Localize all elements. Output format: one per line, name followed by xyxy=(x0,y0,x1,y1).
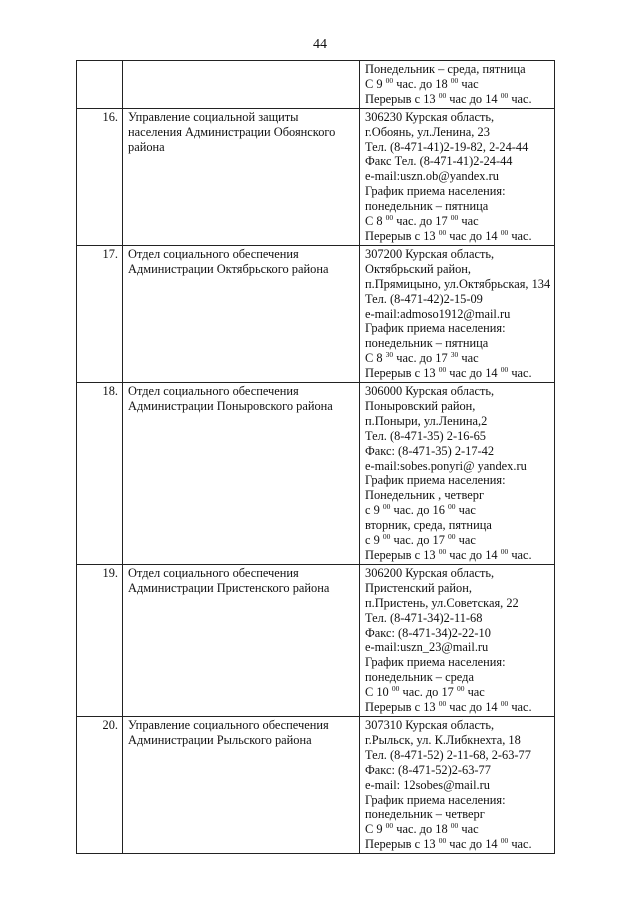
contact-info-line xyxy=(365,414,550,429)
contact-info-text: Факс: (8-471-34)2-22-10 xyxy=(365,625,491,640)
contact-info-text: Тел. (8-471-41)2-19-82, 2-24-44 xyxy=(365,139,529,154)
contact-info-line xyxy=(365,670,550,685)
time-minutes-superscript: 00 xyxy=(500,836,509,846)
contact-info-text: час xyxy=(458,76,479,91)
table-row xyxy=(77,245,555,382)
contact-info-text: с 9 xyxy=(365,533,383,548)
contact-info-line xyxy=(365,366,550,381)
contact-info-line xyxy=(365,655,550,670)
contact-info-line xyxy=(365,199,550,214)
time-minutes-superscript: 00 xyxy=(450,821,459,831)
contact-info-text: Перерыв с 13 xyxy=(365,837,439,852)
contact-info-line xyxy=(365,700,550,715)
contact-info-text: час до 14 xyxy=(446,366,501,381)
time-minutes-superscript: 00 xyxy=(500,365,509,375)
time-minutes-superscript: 00 xyxy=(385,75,394,85)
contact-info-text: час. xyxy=(508,91,532,106)
contact-info-line xyxy=(365,459,550,474)
contact-info-text: Поныровский район, xyxy=(365,398,476,413)
contact-info-text: понедельник – среда xyxy=(365,670,474,685)
organization-name-line: Администрации Поныровского района xyxy=(128,398,333,413)
contact-info-text: час до 14 xyxy=(446,837,501,852)
time-minutes-superscript: 00 xyxy=(450,213,459,223)
time-minutes-superscript: 30 xyxy=(385,350,394,360)
organization-name-line: Отдел социального обеспечения xyxy=(128,565,299,580)
table-row xyxy=(77,61,555,109)
contact-info-text: час. до 16 xyxy=(390,503,448,518)
organization-name-line: Отдел социального обеспечения xyxy=(128,246,299,261)
contact-info-line xyxy=(365,140,550,155)
organization-name-line: населения Администрации Обоянского xyxy=(128,124,336,139)
contact-info-line xyxy=(365,596,550,611)
contacts-table xyxy=(76,60,555,854)
contact-info-text: График приема населения: xyxy=(365,473,506,488)
contact-info-text: Перерыв с 13 xyxy=(365,548,439,562)
contact-info-text: Пристенский район, xyxy=(365,580,472,595)
contact-info-text: час. xyxy=(508,700,532,715)
contact-info-line xyxy=(365,748,550,763)
contact-info-line xyxy=(365,321,550,336)
contact-info-text: час. xyxy=(508,548,532,562)
contact-info-line xyxy=(365,733,550,748)
contact-info-line xyxy=(365,640,550,655)
contact-info-line xyxy=(365,214,550,229)
time-minutes-superscript: 00 xyxy=(438,227,447,237)
organization-name xyxy=(123,716,360,853)
contact-info-line xyxy=(365,626,550,641)
contact-info-text: С 8 xyxy=(365,214,386,229)
contact-info-line xyxy=(365,262,550,277)
contact-info-line xyxy=(365,444,550,459)
contact-info-text: С 10 xyxy=(365,685,392,700)
time-minutes-superscript: 00 xyxy=(438,699,447,709)
contact-info-text: e-mail:uszn_23@mail.ru xyxy=(365,640,489,655)
time-minutes-superscript: 00 xyxy=(500,699,509,709)
contact-info-text: Перерыв с 13 xyxy=(365,366,439,381)
contact-info-line xyxy=(365,837,550,852)
contact-info-line xyxy=(365,247,550,262)
contact-info-line xyxy=(365,154,550,169)
contact-info-text: Перерыв с 13 xyxy=(365,700,439,715)
time-minutes-superscript: 00 xyxy=(385,821,394,831)
time-minutes-superscript: 30 xyxy=(450,350,459,360)
organization-name xyxy=(123,564,360,716)
contact-info-text: час xyxy=(455,533,476,548)
contact-info-text: Тел. (8-471-35) 2-16-65 xyxy=(365,428,486,443)
time-minutes-superscript: 00 xyxy=(391,684,400,694)
contact-info-text: График приема населения: xyxy=(365,792,506,807)
contact-info-text: График приема населения: xyxy=(365,321,506,336)
contact-info-text: час xyxy=(464,685,485,700)
contact-info-text: час до 14 xyxy=(446,91,501,106)
contact-info-text: час. до 18 xyxy=(393,76,451,91)
contact-info-line xyxy=(365,685,550,700)
contact-info xyxy=(360,716,555,853)
contact-info-line xyxy=(365,336,550,351)
contact-info-text: час. xyxy=(508,837,532,852)
contact-info-line xyxy=(365,581,550,596)
time-minutes-superscript: 00 xyxy=(385,213,394,223)
contact-info-text: Тел. (8-471-34)2-11-68 xyxy=(365,610,483,625)
contact-info-text: График приема населения: xyxy=(365,655,506,670)
organization-name xyxy=(123,61,360,109)
organization-name xyxy=(123,383,360,565)
contact-info-text: час до 14 xyxy=(446,700,501,715)
contact-info-text: Понедельник – среда, пятница xyxy=(365,62,526,76)
contact-info-text: час. до 17 xyxy=(390,533,448,548)
contact-info xyxy=(360,383,555,565)
contact-info-text: час xyxy=(458,822,479,837)
row-number: 20. xyxy=(77,716,123,853)
contact-info-text: e-mail:sobes.ponyri@ yandex.ru xyxy=(365,458,527,473)
time-minutes-superscript: 00 xyxy=(448,502,456,512)
contact-info-line xyxy=(365,229,550,244)
contact-info-text: Перерыв с 13 xyxy=(365,228,439,243)
contact-info xyxy=(360,61,555,109)
contact-info-text: г.Обоянь, ул.Ленина, 23 xyxy=(365,124,490,139)
contact-info-line xyxy=(365,473,550,488)
contact-info-text: час. до 17 xyxy=(393,214,451,229)
contact-info-line xyxy=(365,429,550,444)
contact-info-line xyxy=(365,77,550,92)
contact-info-text: 306230 Курская область, xyxy=(365,109,495,124)
contact-info-line xyxy=(365,566,550,581)
contact-info xyxy=(360,108,555,245)
row-number: 19. xyxy=(77,564,123,716)
contact-info-line xyxy=(365,92,550,107)
contact-info-text: час. xyxy=(508,228,532,243)
time-minutes-superscript: 00 xyxy=(448,532,456,542)
contact-info-line xyxy=(365,778,550,793)
contact-info-text: С 9 xyxy=(365,822,386,837)
row-number: 17. xyxy=(77,245,123,382)
contact-info-text: Понедельник , четверг xyxy=(365,488,485,503)
time-minutes-superscript: 00 xyxy=(438,90,447,100)
contact-info-text: час. до 17 xyxy=(399,685,457,700)
organization-name-line: района xyxy=(128,139,165,154)
time-minutes-superscript: 00 xyxy=(450,75,459,85)
contact-info-text: График приема населения: xyxy=(365,184,506,199)
contact-info-line xyxy=(365,125,550,140)
contact-info-text: с 9 xyxy=(365,503,383,518)
contact-info-line xyxy=(365,307,550,322)
contact-info-line xyxy=(365,351,550,366)
contact-info-text: час xyxy=(458,351,479,366)
contact-info-text: вторник, среда, пятница xyxy=(365,518,492,533)
contact-info-text: п.Прямицыно, ул.Октябрьская, 134 xyxy=(365,276,551,291)
contact-info-text: e-mail: 12sobes@mail.ru xyxy=(365,777,490,792)
contact-info-text: 307310 Курская область, xyxy=(365,717,495,732)
contact-info xyxy=(360,564,555,716)
page-number: 44 xyxy=(313,37,327,52)
contact-info-line xyxy=(365,184,550,199)
contact-info-line xyxy=(365,793,550,808)
organization-name-line: Отдел социального обеспечения xyxy=(128,384,299,399)
time-minutes-superscript: 00 xyxy=(382,532,391,542)
contact-info-line xyxy=(365,548,550,563)
contact-info-text: понедельник – пятница xyxy=(365,336,489,351)
contact-info-text: e-mail:admoso1912@mail.ru xyxy=(365,306,511,321)
contact-info-text: Тел. (8-471-52) 2-11-68, 2-63-77 xyxy=(365,747,531,762)
time-minutes-superscript: 00 xyxy=(438,365,447,375)
contact-info-text: час до 14 xyxy=(446,548,501,562)
contact-info-text: Факс Тел. (8-471-41)2-24-44 xyxy=(365,154,513,169)
contact-info-text: п.Поныри, ул.Ленина,2 xyxy=(365,413,488,428)
contact-info-text: 306000 Курская область, xyxy=(365,384,495,399)
contact-info-text: час. до 17 xyxy=(393,351,451,366)
time-minutes-superscript: 00 xyxy=(382,502,391,512)
organization-name xyxy=(123,108,360,245)
contact-info-line xyxy=(365,62,550,77)
contact-info-text: Факс: (8-471-35) 2-17-42 xyxy=(365,443,495,458)
time-minutes-superscript: 00 xyxy=(500,227,509,237)
contact-info-text: час. до 18 xyxy=(393,822,451,837)
contact-info-line xyxy=(365,533,550,548)
contact-info-text: понедельник – пятница xyxy=(365,199,489,214)
contact-info-text: 306200 Курская область, xyxy=(365,565,495,580)
organization-name-line: Администрации Пристенского района xyxy=(128,580,330,595)
contact-info-text: e-mail:uszn.ob@yandex.ru xyxy=(365,169,499,184)
contact-info-line xyxy=(365,822,550,837)
organization-name-line: Управление социального обеспечения xyxy=(128,717,329,732)
table-row xyxy=(77,716,555,853)
row-number: 16. xyxy=(77,108,123,245)
contact-info-line xyxy=(365,399,550,414)
table-row xyxy=(77,108,555,245)
contact-info-text: п.Пристень, ул.Советская, 22 xyxy=(365,595,519,610)
contact-info-text: час до 14 xyxy=(446,228,501,243)
contact-info-text: Октябрьский район, xyxy=(365,261,472,276)
organization-name-line: Администрации Рыльского района xyxy=(128,732,312,747)
contacts-table-body xyxy=(77,61,555,854)
time-minutes-superscript: 00 xyxy=(456,684,465,694)
contact-info-line xyxy=(365,488,550,503)
time-minutes-superscript: 00 xyxy=(438,836,447,846)
contact-info-text: Факс: (8-471-52)2-63-77 xyxy=(365,762,491,777)
contact-info-text: Тел. (8-471-42)2-15-09 xyxy=(365,291,483,306)
contact-info-line xyxy=(365,384,550,399)
time-minutes-superscript: 00 xyxy=(500,90,509,100)
contact-info-text: час. xyxy=(508,366,532,381)
organization-name xyxy=(123,245,360,382)
contact-info-line xyxy=(365,169,550,184)
contact-info-line xyxy=(365,503,550,518)
contact-info-text: С 8 xyxy=(365,351,386,366)
contact-info-line xyxy=(365,611,550,626)
organization-name-line: Управление социальной защиты xyxy=(128,109,299,124)
contact-info-text: Перерыв с 13 xyxy=(365,91,439,106)
contact-info-text: 307200 Курская область, xyxy=(365,246,495,261)
contact-info-line xyxy=(365,518,550,533)
organization-name-line: Администрации Октябрьского района xyxy=(128,261,329,276)
table-row xyxy=(77,383,555,565)
contact-info-line xyxy=(365,110,550,125)
contact-info-line xyxy=(365,277,550,292)
contact-info-text: понедельник – четверг xyxy=(365,807,485,822)
row-number: 18. xyxy=(77,383,123,565)
contact-info-line xyxy=(365,718,550,733)
contact-info-line xyxy=(365,763,550,778)
row-number xyxy=(77,61,123,109)
time-minutes-superscript: 00 xyxy=(438,547,447,556)
contact-info-text: час xyxy=(458,214,479,229)
contact-info xyxy=(360,245,555,382)
table-row xyxy=(77,564,555,716)
time-minutes-superscript: 00 xyxy=(500,547,509,556)
contact-info-text: час xyxy=(455,503,476,518)
contact-info-text: С 9 xyxy=(365,76,386,91)
contact-info-line xyxy=(365,807,550,822)
contact-info-line xyxy=(365,292,550,307)
contact-info-text: г.Рыльск, ул. К.Либкнехта, 18 xyxy=(365,732,521,747)
